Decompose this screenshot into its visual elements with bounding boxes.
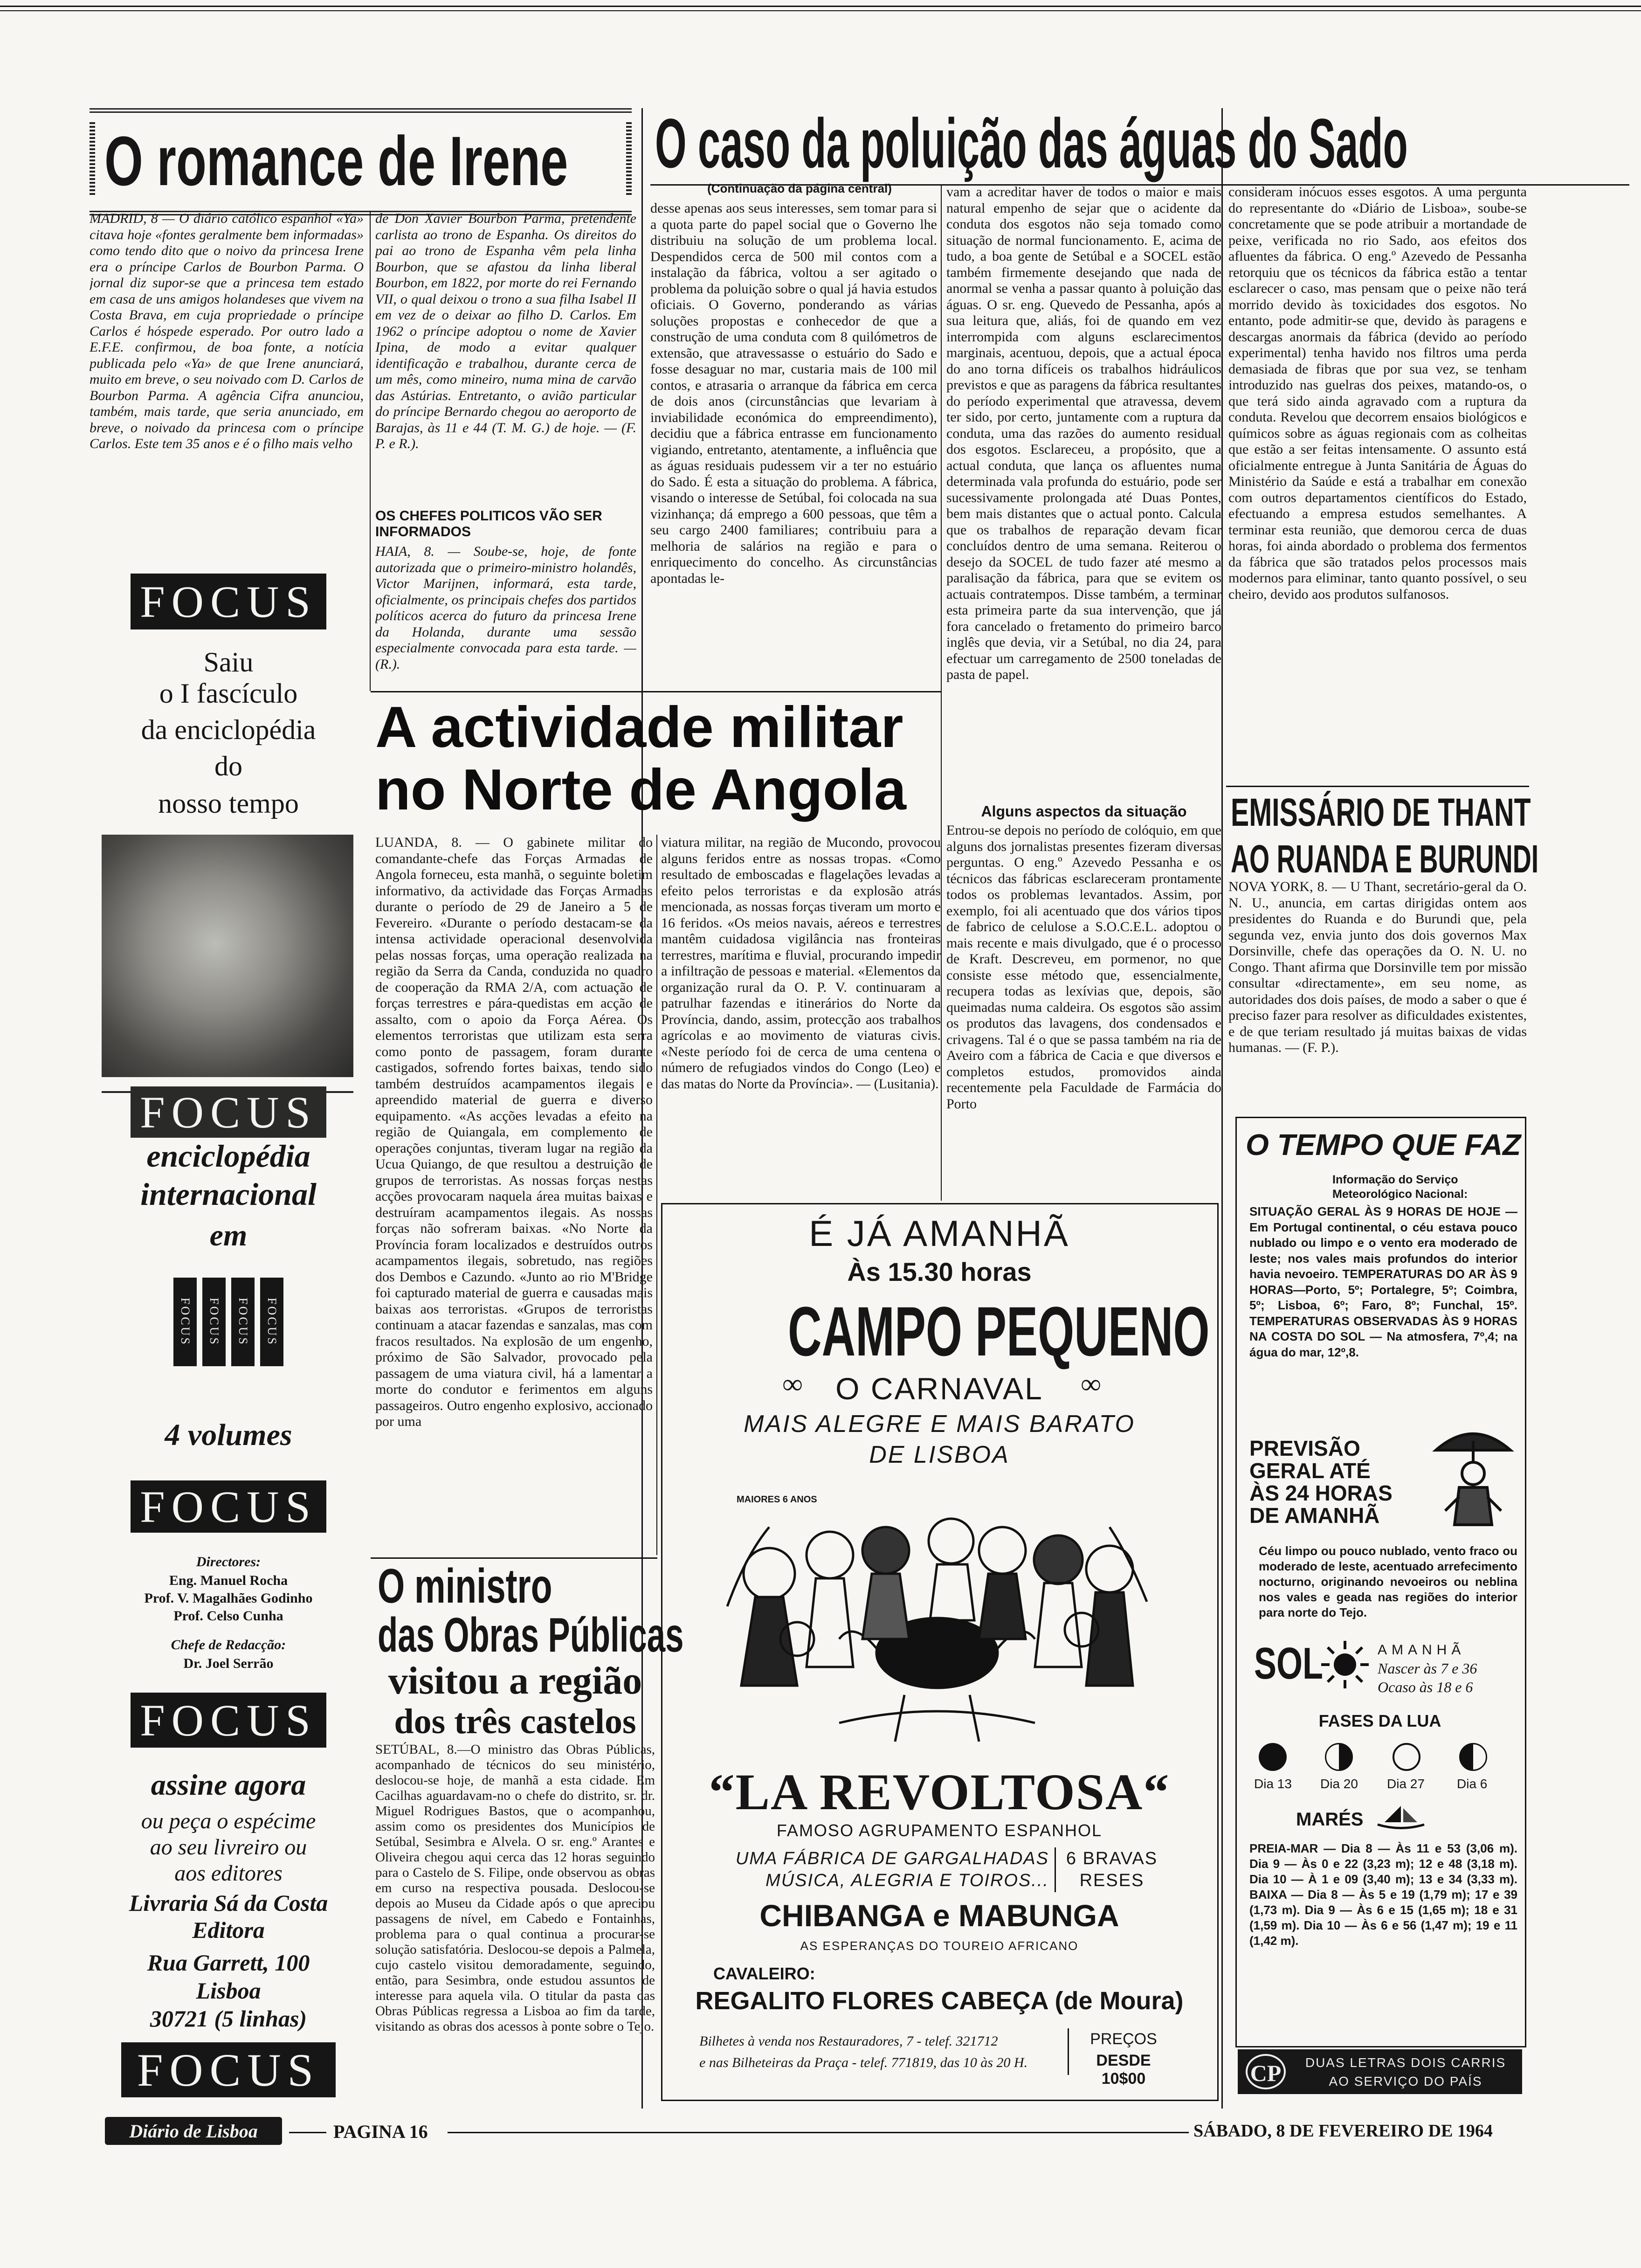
sado-body-col2b: Entrou-se depois no período de colóquio, em que alguns dos jornalistas presentes fizeram diversas perguntas. O eng.º Azevedo Pessanha e os técnicos das fábricas esclareceram prontamente todos os problemas levantados. Assim, por exemplo, foi ali acentuado que dos vários tipos de fabrico de celulose a S.O.C.E.L. adoptou o mais recente e mais divulgado, que é o processo de Kraft. Descreveu, em pormenor, no que consiste esse método que, essencialmente, recupera todas as lexívias que, depois, são queimadas numa caldeira. Os esgotos são assim os produtos das lavagens, dos condensados e crivagens. Tal é o que se passa também na ria de Aveiro com a fábrica de Cacia e que diversos e completos estudos, promovidos ainda recentemente pela Faculdade de Farmácia do Porto [946, 823, 1221, 1112]
campo-alegre: MAIS ALEGRE E MAIS BARATO [744, 1411, 1135, 1438]
focus-volume-1: FOCUS [173, 1278, 197, 1366]
campo-regalito: REGALITO FLORES CABEÇA (de Moura) [695, 1987, 1184, 2015]
top-rule-2 [0, 10, 1641, 11]
focus-directores-label: Directores: [196, 1554, 261, 1570]
campo-bilhetes-1: Bilhetes à venda nos Restauradores, 7 - telef. 321712 [699, 2033, 998, 2049]
focus-nosso-tempo: nosso tempo [158, 788, 299, 819]
ministro-title-line1: O ministro [378, 1559, 552, 1613]
focus-enciclopedia: enciclopédia [146, 1138, 310, 1174]
weather-title: O TEMPO QUE FAZ [1246, 1128, 1521, 1162]
campo-esperancas: AS ESPERANÇAS DO TOUREIO AFRICANO [800, 1939, 1079, 1953]
focus-chefe-label: Chefe de Redacção: [171, 1637, 286, 1653]
sado-continuation: (Continuação da página central) [707, 181, 892, 195]
cp-line-2: AO SERVIÇO DO PAÍS [1329, 2074, 1482, 2088]
focus-saiu: Saiu [203, 647, 254, 678]
cp-logo: CP [1246, 2054, 1286, 2089]
campo-desde: DESDE 10$00 [1096, 2052, 1151, 2088]
moon-day-3: Dia 27 [1387, 1777, 1425, 1791]
campo-musica: MÚSICA, ALEGRIA E TOIROS... [765, 1871, 1049, 1890]
campo-hora: Às 15.30 horas [847, 1257, 1032, 1286]
sado-subhead: Alguns aspectos da situação [981, 803, 1187, 820]
top-rule [0, 6, 1641, 7]
focus-editora-3: Rua Garrett, 100 [147, 1950, 310, 1976]
focus-logo-4: FOCUS [131, 1693, 326, 1748]
ministro-body: SETÚBAL, 8.—O ministro das Obras Públicas, acompanhado de técnicos do seu ministério, deslocou-se hoje, de manhã a esta cidade. Em Cacilhas aguardavam-no o chefe do distrito, sr. dr. Miguel Rodrigues Bastos, que o acompanhou, assim como os presidentes dos Municípios de Setúbal, Sesimbra e Alvela. O sr. eng.º Arantes e Oliveira chegou aqui cerca das 12 horas seguindo para o Castelo de S. Filipe, onde observou as obras em curso na respectiva pousada. Deslocou-se depois ao Museu da Cidade após o que apreciou passagens de nível, em Cabedo e Fontainhas, problema para o qual continua a procurar-se solução satisfatória. Deslocou-se depois a Palmela, cujo castelo visitou demoradamente, seguindo, então, para Sesimbra, onde estudou assuntos de interesse para aquela vila. O titular da pasta das Obras Públicas regressa a Lisboa ao fim da tarde, visitando as obras dos acessos à ponte sobre o Tejo. [375, 1742, 655, 2034]
focus-photo [102, 835, 353, 1077]
sun-icon [1319, 1639, 1371, 1690]
thant-title-line1: EMISSÁRIO DE THANT [1231, 790, 1531, 834]
irene-body-col2: de Don Xavier Bourbon Parma, pretendente carlista ao trono de Espanha. Os direitos do pai ao trono de Espanha vêm pela linha Bourbon, que se afastou da linha liberal Bourbon, em 1822, por morte do rei Fernando VII, o qual deixou o trono a sua filha Isabel II em vez de o deixar ao filho D. Carlos. Em 1962 o príncipe adoptou o nome de Xavier Ipina, de modo a evitar qualquer identificação e trabalhou, durante cerca de um mês, como mineiro, numa mina de carvão das Astúrias. Entretanto, o avião particular do príncipe Bernardo chegou ao aeroporto de Barajas, às 11 e 44 (T. M. G.) de hoje. — (F. P. e R.). [375, 211, 636, 451]
thant-title-line2: AO RUANDA E BURUNDI [1231, 837, 1539, 881]
angola-title-line1: A actividade militar [375, 695, 903, 760]
campo-carnaval: O CARNAVAL [835, 1371, 1043, 1406]
weather-mares-title: MARÉS [1296, 1809, 1364, 1830]
moon-day-4: Dia 6 [1457, 1777, 1488, 1791]
campo-bilhetes-2: e nas Bilheteiras da Praça - telef. 771819, das 10 às 20 H. [699, 2055, 1028, 2070]
campo-swirl-left-icon: ∞ [782, 1369, 803, 1399]
focus-telefone: 30721 (5 linhas) [150, 2005, 307, 2032]
campo-chibanga: CHIBANGA e MABUNGA [759, 1898, 1119, 1933]
footer-rule-right [448, 2132, 1189, 2133]
focus-director-3: Prof. Celso Cunha [173, 1608, 283, 1624]
focus-director-1: Eng. Manuel Rocha [169, 1573, 288, 1588]
weather-figure-umbrella-icon [1427, 1422, 1520, 1534]
focus-peca-2: ao seu livreiro ou [150, 1835, 307, 1860]
focus-editora-4: Lisboa [196, 1978, 261, 2004]
weather-amanha: AMANHÃ [1378, 1642, 1466, 1658]
cp-line-1: DUAS LETRAS DOIS CARRIS [1305, 2055, 1506, 2070]
campo-revoltosa: “LA REVOLTOSA“ [709, 1763, 1170, 1820]
moon-day-1: Dia 13 [1254, 1777, 1292, 1791]
campo-famoso: FAMOSO AGRUPAMENTO ESPANHOL [776, 1821, 1103, 1840]
irene-body-col1: MADRID, 8 — O diário católico espanhol «Ya» citava hoje «fontes geralmente bem informadas» como tendo dito que o noivo da princesa Irene era o príncipe Carlos de Bourbon Parma. O jornal diz supor-se que a princesa tem estado em casa de uns amigos holandeses que vivem na Costa Brava, em cuja propriedade o príncipe Carlos é hóspede esperado. Por outro lado a E.F.E. confirmou, de boa fonte, a notícia publicada pelo «Ya» de que Irene anunciará, muito em breve, o seu noivado com D. Carlos de Bourbon Parma. A agência Cifra anunciou, também, mais tarde, que seria anunciado, em breve, o noivado da princesa com o príncipe Carlos. Este tem 35 anos e é o filho mais velho [90, 211, 364, 451]
sado-body-col2: vam a acreditar haver de todos o maior e mais natural empenho de sejar que o acidente da conduta dos esgotos não seja tomado como situação de normal funcionamento. E, acima de tudo, a boa gente de Setúbal e a SOCEL estão também firmemente desejando que nada de anormal se venha a passar quanto à poluição das águas. O sr. eng. Quevedo de Pessanha, após a sua leitura que, aliás, foi de quando em vez interrompida com alguns esclarecimentos marginais, acentuou, depois, que a actual época do ano torna difíceis os trabalhos hidráulicos previstos e que as paragens da fábrica resultantes do período experimental que atravessa, devem ter sido, por certo, juntamente com a ruptura da conduta, uma das razões do aumento residual dos esgotos. Esclareceu, a propósito, que a actual conduta, que lança os afluentes numa determinada vala profunda do estuário, pode ser sucessivamente prolongada até Duas Pontes, bem mais distantes que o actual ponto. Calcula que os trabalhos de reparação devam ficar concluídos dentro de uma semana. Reiterou o desejo da SOCEL de tudo fazer até mesmo a paralisação da fábrica, para que se evitem os actuais contratempos. Disse também, a terminar esta primeira parte da sua intervenção, que já fora cancelado o fretamento do primeiro barco inglês que devia, vir a Setúbal, no dia 24, para efectuar um carregamento de 2500 toneladas de pasta de papel. [946, 184, 1221, 682]
moon-new-icon [1259, 1743, 1287, 1771]
weather-tides: PREIA-MAR — Dia 8 — Às 11 e 53 (3,06 m). Dia 9 — Às 0 e 22 (3,23 m); 12 e 48 (3,18 m). Dia 10 — À 1 e 09 (3,40 m); 13 e 34 (3,33 m). BAIXA — Dia 8 — Às 5 e 19 (1,79 m); 17 e 39 (1,73 m). Dia 9 — Às 6 e 15 (1,65 m); 18 e 31 (1,59 m). Dia 10 — Às 6 e 56 (1,47 m); 19 e 11 (1,42 m). [1249, 1841, 1517, 1948]
focus-volume-3: FOCUS [231, 1278, 255, 1366]
focus-logo-5: FOCUS [121, 2042, 336, 2097]
weather-nascer: Nascer às 7 e 36 [1378, 1660, 1477, 1677]
focus-peca-1: ou peça o espécime [141, 1809, 316, 1833]
angola-body-col1: LUANDA, 8. — O gabinete militar do comandante-chefe das Forças Armadas de Angola forneceu, esta manhã, o seguinte boletim informativo, da actividade das Forças Armadas durante o período de 29 de Janeiro a 5 de Fevereiro. «Durante o período destacam-se da intensa actividade operacional desenvolvida pelas nossas forças, uma operação realizada na região da Serra da Canda, conduzida no quadro de cooperação da RMA 2/A, com actuação de forças terrestres e pára-quedistas em acção de assalto, com o apoio da Força Aérea. Os elementos terroristas que utilizam esta serra como ponto de passagem, foram durante castigados, sofrendo fortes baixas, tendo sido também destruídos acampamentos ilegais e apreendido material de guerra e diverso equipamento. «As acções levadas a efeito na região de Quiangala, em complemento de operações conjuntas, tiveram lugar na região da Ucua Quiango, de que resultou a destruição de grupos de terroristas. As nossas forças nestas acções provocaram naquela área muitas baixas e destruíram acampamentos ilegais. As nossas forças não sofreram baixas. «No Norte da Província foram localizados e destruídos outros acampamentos ilegais, sobretudo, nas regiões dos Dembos e Cazundo. «Junto ao rio M'Bridge foi capturado material de guerra e causadas mais baixas aos terroristas. «Grupos de terroristas continuam a atacar fazendas e sanzalas, mas com fracos resultados. Na explosão de um engenho, próximo de São Salvador, provocado pela passagem de uma viatura civil, há a lamentar a morte do condutor e ferimentos em alguns passageiros. Outro engenho explosivo, accionado por uma [375, 835, 653, 1429]
weather-ocaso: Ocaso às 18 e 6 [1378, 1679, 1473, 1695]
irene-body-col2b: HAIA, 8. — Soube-se, hoje, de fonte autorizada que o primeiro-ministro holandês, Victor Marijnen, informará, esta tarde, oficialmente, os principais chefes dos partidos políticos acerca do futuro da princesa Irene da Holanda, durante uma sessão especialmente convocada para esta tarde. — (R.). [375, 544, 636, 672]
focus-editora-1: Livraria Sá da Costa [129, 1890, 328, 1916]
sado-body-col1: desse apenas aos seus interesses, sem tomar para si a quota parte do papel social que o Governo lhe distribuiu na solução de um problema local. Despendidos cerca de 500 mil contos com a instalação da fábrica, voltou a ser agitado o problema da poluição sobre o qual já havia estudos oficiais. O Governo, ponderando as várias soluções propostas e conhecedor de que a construção de uma conduta com 8 quilómetros de extensão, que atravessasse o estuário do Sado e fosse desaguar no mar, custaria mais de 100 mil contos, e atrasaria o arranque da fábrica em cerca de dois anos (circunstâncias que levariam à inviabilidade económica do empreendimento), decidiu que a fábrica entrasse em funcionamento vigiando, entretanto, atentamente, a influência que as águas residuais pudessem vir a ter no estuário do Sado. É esta a situação do problema. A fábrica, visando o interesse de Setúbal, foi colocada na sua vizinhança; dá emprego a 600 pessoas, que têm a seu cargo 2400 familiares; contribuiu para a melhoria de salários na região e para o enriquecimento do concelho. As circunstâncias apontadas le- [650, 201, 937, 586]
campo-precos-divider [1068, 2028, 1069, 2075]
footer-date: SÁBADO, 8 DE FEVEREIRO DE 1964 [1193, 2121, 1493, 2141]
moon-full-icon [1393, 1743, 1420, 1771]
weather-prev-3: ÀS 24 HORAS [1249, 1481, 1393, 1505]
ministro-title-line3: visitou a região [388, 1659, 642, 1702]
focus-logo-1: FOCUS [131, 574, 326, 629]
campo-precos: PREÇOS [1090, 2030, 1157, 2048]
irene-title-hatch-right [626, 120, 632, 195]
footer-page: PAGINA 16 [333, 2121, 428, 2142]
weather-prev-2: GERAL ATÉ [1249, 1459, 1371, 1483]
angola-col-divider [656, 835, 657, 1555]
focus-internacional: internacional [140, 1176, 317, 1212]
sado-col-divider-1 [941, 184, 942, 1201]
moon-first-quarter-icon [1325, 1743, 1353, 1771]
focus-peca-3: aos editores [174, 1861, 283, 1886]
focus-director-2: Prof. V. Magalhães Godinho [144, 1590, 313, 1606]
thant-body: NOVA YORK, 8. — U Thant, secretário-geral da O. N. U., anuncia, em cartas dirigidas ontem aos presidentes do Ruanda e do Burundi que, pela segunda vez, envia junto dos dois governos Max Dorsinville, chefe das operações da O. N. U. no Congo. Thant afirma que Dorsinville tem por missão consultar «directamente», em seu nome, as autoridades dos dois países, de modo a saber o que é preciso fazer para resolver as dificuldades existentes, e de que teriam resultado já muitas baixas de vidas humanas. — (F. P.). [1228, 879, 1527, 1055]
focus-logo-2: FOCUS [131, 1086, 326, 1138]
focus-do: do [214, 751, 242, 781]
focus-assine: assine agora [151, 1768, 306, 1801]
ministro-title-line2: das Obras Públicas [378, 1608, 684, 1662]
focus-volume-2: FOCUS [202, 1278, 226, 1366]
campo-venue: CAMPO PEQUENO [788, 1292, 1210, 1370]
thant-top-rule [1226, 786, 1529, 787]
focus-4-volumes: 4 volumes [165, 1418, 292, 1452]
focus-logo-3: FOCUS [131, 1480, 326, 1533]
campo-maiores: MAIORES 6 ANOS [737, 1494, 817, 1505]
moon-last-quarter-icon [1459, 1743, 1487, 1771]
weather-body: SITUAÇÃO GERAL ÀS 9 HORAS DE HOJE — Em Portugal continental, o céu estava pouco nublado ou limpo e o vento era moderado de leste; nos vales mais profundos do interior havia nevoeiro. TEMPERATURAS DO AR ÀS 9 HORAS—Porto, 5º; Portalegre, 5º; Coimbra, 5º; Lisboa, 6º; Faro, 8º; Funchal, 15º. TEMPERATURAS OBSERVADAS ÀS 9 HORAS NA COSTA DO SOL — Na atmosfera, 7º,4; na água do mar, 12º,8. [1249, 1204, 1517, 1359]
focus-da-enciclopedia: da enciclopédia [141, 714, 316, 745]
campo-reses: RESES [1079, 1871, 1145, 1890]
footer-rule-left [289, 2132, 326, 2133]
column-divider-right [1221, 108, 1223, 2109]
focus-em: em [209, 1218, 248, 1252]
campo-fabrica: UMA FÁBRICA DE GARGALHADAS [735, 1849, 1049, 1868]
focus-fasciculo: o I fascículo [159, 678, 298, 709]
campo-bravas: 6 BRAVAS [1066, 1849, 1158, 1868]
campo-lisboa: DE LISBOA [869, 1441, 1010, 1468]
irene-title: O romance de Irene [104, 122, 568, 200]
angola-title-line2: no Norte de Angola [375, 758, 906, 822]
weather-sol: SOL [1254, 1639, 1324, 1688]
focus-volume-4: FOCUS [260, 1278, 283, 1366]
footer-paper-logo: Diário de Lisboa [105, 2117, 282, 2145]
focus-volumes-stack [173, 1278, 283, 1366]
weather-info: Informação do Serviço Meteorológico Nacional: [1332, 1173, 1468, 1201]
campo-ja-amanha: É JÁ AMANHÃ [809, 1213, 1070, 1254]
irene-title-hatch-left [90, 120, 95, 195]
ministro-top-rule [371, 1557, 657, 1559]
boat-icon [1375, 1804, 1427, 1832]
campo-carnival-illustration [699, 1499, 1175, 1751]
weather-prev-1: PREVISÃO [1249, 1436, 1360, 1460]
weather-prev-4: DE AMANHÃ [1249, 1503, 1380, 1528]
angola-body-col2: viatura militar, na região de Mucondo, provocou alguns feridos entre as nossas tropas. «Como resultado de emboscadas e flagelações levadas a efeito pelos terroristas e da explosão atrás mencionada, as nossas forças tiveram um morto e 16 feridos. «Os meios navais, aéreos e terrestres mantêm cuidadosa vigilância nas fronteiras terrestres, marítima e fluvial, procurando impedir a infiltração de pessoas e material. «Elementos da organização rural da O. P. V. continuaram a patrulhar fazendas e itinerários do Norte da Província, dando, assim, protecção aos trabalhos agrícolas e ao movimento de viaturas civis. «Neste período foi de cerca de uma centena o número de refugiados vindos do Congo (Leo) e das matas do Norte da Província». — (Lusitania). [661, 835, 941, 1092]
focus-chefe: Dr. Joel Serrão [183, 1656, 274, 1671]
campo-ad-divider [1055, 1847, 1056, 1892]
campo-swirl-right-icon: ∞ [1081, 1369, 1101, 1399]
irene-col-divider [370, 211, 371, 691]
focus-editora-2: Editora [192, 1917, 265, 1943]
weather-prev-body: Céu limpo ou pouco nublado, vento fraco ou moderado de leste, acentuado arrefecimento nocturno, originando nevoeiros ou neblina nos vales e geada nas regiões do interior para norte do Tejo. [1259, 1544, 1517, 1619]
ministro-title-line4: dos três castelos [394, 1702, 636, 1741]
angola-top-rule [371, 691, 942, 692]
irene-subhead: OS CHEFES POLITICOS VÃO SER INFORMADOS [375, 508, 602, 539]
moon-day-2: Dia 20 [1320, 1777, 1358, 1791]
sado-body-col3: consideram inócuos esses esgotos. A uma pergunta do representante do «Diário de Lisboa», soube-se concretamente que se pode atribuir a mortandade de peixe, verificada no rio Sado, aos efeitos dos afluentes da fábrica. O eng.º Azevedo de Pessanha retorquiu que os técnicos da fábrica estão a tentar esclarecer o caso, mas pensam que o peixe não terá morrido devido às toxicidades dos esgotos. No entanto, pode admitir-se que, devido às paragens e descargas anormais da fábrica (devido ao período experimental) tenha havido nos filtros uma perda demasiada de fibras que por sua vez, se tenham introduzido nas guelras dos peixes, matando-os, o que terá sido ainda agravado com a ruptura da conduta. Revelou que decorrem ensaios biológicos e químicos sobre as águas regionais com as colheitas que estão a ser feitas intensamente. O assunto está oficialmente entregue à Junta Sanitária de Águas do Ministério da Saúde e está a trabalhar em conexão com outros departamentos científicos do Estado, efectuando a empresa estudos semelhantes. A terminar esta reunião, que demorou cerca de duas horas, foi ainda abordado o problema dos fermentos da fábrica que são tratados pelos processos mais modernos para eliminar, tanto quanto possível, o seu cheiro, devido aos produtos sulfanosos. [1228, 184, 1527, 602]
sado-title: O caso da poluição das águas do Sado [655, 104, 1408, 182]
weather-fases-title: FASES DA LUA [1318, 1711, 1441, 1730]
campo-cavaleiro-label: CAVALEIRO: [713, 1964, 815, 1983]
